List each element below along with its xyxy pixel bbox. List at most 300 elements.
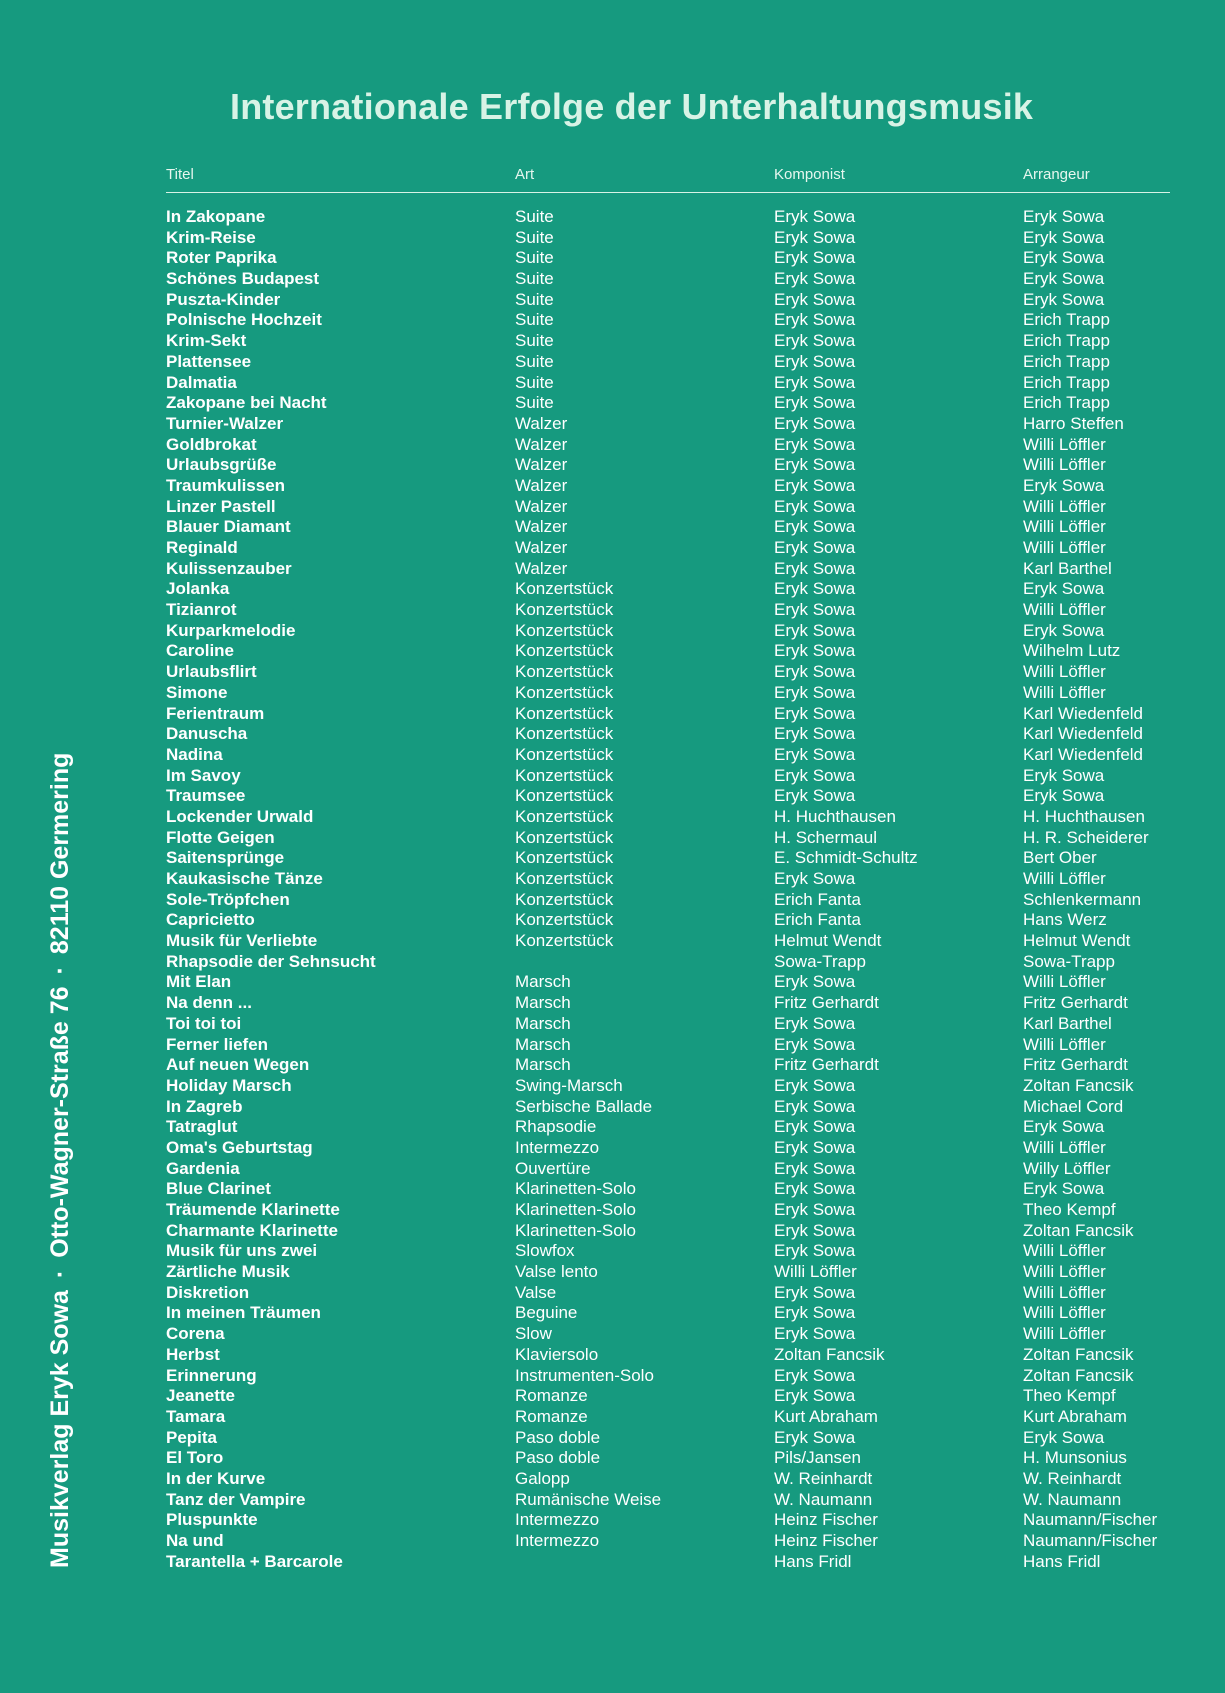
cell-art: Rhapsodie	[515, 1117, 597, 1137]
cell-komponist: Eryk Sowa	[774, 641, 856, 661]
table-row	[166, 890, 1170, 911]
table-row	[166, 683, 1170, 704]
cell-arrangeur: Karl Barthel	[1023, 558, 1112, 578]
table-body	[166, 207, 1170, 1572]
cell-komponist: Zoltan Fancsik	[774, 1344, 885, 1364]
works-table	[166, 166, 1170, 1572]
publisher-name: Musikverlag Eryk Sowa	[46, 1290, 74, 1568]
cell-arrangeur: Eryk Sowa	[1023, 765, 1105, 785]
cell-komponist: Eryk Sowa	[774, 744, 856, 764]
table-row	[166, 972, 1170, 993]
table-row	[166, 724, 1170, 745]
table-row	[166, 1345, 1170, 1366]
table-row	[166, 952, 1170, 973]
cell-art: Marsch	[515, 1013, 571, 1033]
cell-titel: Blue Clarinet	[166, 1179, 271, 1199]
cell-art: Suite	[515, 351, 554, 371]
cell-art: Konzertstück	[515, 827, 614, 847]
cell-art: Walzer	[515, 413, 568, 433]
cell-arrangeur: Kurt Abraham	[1023, 1406, 1127, 1426]
table-row	[166, 373, 1170, 394]
cell-art: Slowfox	[515, 1241, 575, 1261]
cell-komponist: Eryk Sowa	[774, 413, 856, 433]
cell-komponist: Sowa-Trapp	[774, 951, 866, 971]
cell-titel: Ferner liefen	[166, 1034, 269, 1054]
cell-komponist: Eryk Sowa	[774, 724, 856, 744]
table-row	[166, 1117, 1170, 1138]
cell-komponist: Hans Fridl	[774, 1551, 852, 1571]
cell-titel: Gardenia	[166, 1158, 240, 1178]
cell-titel: Diskretion	[166, 1282, 250, 1302]
cell-art: Suite	[515, 372, 554, 392]
cell-titel: Erinnerung	[166, 1365, 257, 1385]
cell-titel: Capricietto	[166, 910, 255, 930]
table-row	[166, 1179, 1170, 1200]
cell-komponist: Fritz Gerhardt	[774, 1055, 879, 1075]
cell-arrangeur: Eryk Sowa	[1023, 1427, 1105, 1447]
publisher-city: 82110 Germering	[46, 752, 74, 955]
cell-arrangeur: Hans Werz	[1023, 910, 1107, 930]
cell-arrangeur: Naumann/Fischer	[1023, 1510, 1158, 1530]
cell-arrangeur: Michael Cord	[1023, 1096, 1124, 1116]
cell-titel: Caroline	[166, 641, 235, 661]
cell-art: Serbische Ballade	[515, 1096, 653, 1116]
cell-arrangeur: H. R. Scheiderer	[1023, 827, 1149, 847]
cell-arrangeur: Karl Wiedenfeld	[1023, 724, 1144, 744]
table-row	[166, 1283, 1170, 1304]
cell-titel: Oma's Geburtstag	[166, 1137, 313, 1157]
cell-titel: Na denn ...	[166, 993, 252, 1013]
cell-titel: Schönes Budapest	[166, 269, 320, 289]
cell-komponist: Pils/Jansen	[774, 1448, 861, 1468]
cell-art: Konzertstück	[515, 662, 614, 682]
cell-komponist: Eryk Sowa	[774, 662, 856, 682]
cell-titel: Urlaubsgrüße	[166, 455, 277, 475]
cell-arrangeur: Willi Löffler	[1023, 538, 1106, 557]
cell-arrangeur: Eryk Sowa	[1023, 475, 1105, 495]
cell-titel: El Toro	[166, 1448, 224, 1468]
table-row	[166, 579, 1170, 600]
cell-arrangeur: Erich Trapp	[1023, 393, 1110, 413]
cell-art: Galopp	[515, 1468, 570, 1488]
table-row	[166, 1303, 1170, 1324]
cell-titel: Tamara	[166, 1406, 226, 1426]
cell-komponist: Eryk Sowa	[774, 475, 856, 495]
cell-titel: Turnier-Walzer	[166, 413, 284, 433]
cell-titel: Krim-Sekt	[166, 331, 247, 351]
cell-titel: In meinen Träumen	[166, 1303, 321, 1323]
cell-arrangeur: Eryk Sowa	[1023, 227, 1105, 247]
cell-arrangeur: Zoltan Fancsik	[1023, 1220, 1134, 1240]
cell-art: Walzer	[515, 496, 568, 516]
table-row	[166, 1035, 1170, 1056]
table-row	[166, 1448, 1170, 1469]
table-row	[166, 1510, 1170, 1531]
cell-komponist: Eryk Sowa	[774, 703, 856, 723]
cell-komponist: Eryk Sowa	[774, 1117, 856, 1137]
cell-art: Suite	[515, 310, 554, 330]
cell-art: Suite	[515, 269, 554, 289]
separator-dot: ·	[46, 966, 74, 975]
cell-titel: Nadina	[166, 744, 223, 764]
cell-arrangeur: Willi Löffler	[1023, 1324, 1106, 1344]
table-row	[166, 869, 1170, 890]
cell-arrangeur: Eryk Sowa	[1023, 207, 1105, 226]
cell-titel: Tanz der Vampire	[166, 1489, 306, 1509]
cell-art: Konzertstück	[515, 724, 614, 744]
table-row	[166, 1055, 1170, 1076]
cell-komponist: W. Reinhardt	[774, 1468, 873, 1488]
cell-titel: Tatraglut	[166, 1117, 238, 1137]
cell-arrangeur: Eryk Sowa	[1023, 786, 1105, 806]
cell-komponist: Erich Fanta	[774, 910, 861, 930]
cell-art: Swing-Marsch	[515, 1075, 623, 1095]
cell-art: Instrumenten-Solo	[515, 1365, 654, 1385]
table-row	[166, 1159, 1170, 1180]
cell-titel: Saitensprünge	[166, 848, 285, 868]
cell-komponist: Eryk Sowa	[774, 972, 856, 992]
cell-arrangeur: Zoltan Fancsik	[1023, 1365, 1134, 1385]
cell-komponist: Eryk Sowa	[774, 351, 856, 371]
cell-arrangeur: Willy Löffler	[1023, 1158, 1111, 1178]
cell-titel: Goldbrokat	[166, 434, 257, 454]
cell-komponist: Eryk Sowa	[774, 434, 856, 454]
table-row	[166, 497, 1170, 518]
cell-art: Beguine	[515, 1303, 578, 1323]
cell-art: Konzertstück	[515, 600, 614, 620]
cell-arrangeur: Eryk Sowa	[1023, 248, 1105, 268]
cell-art: Suite	[515, 207, 554, 226]
table-row	[166, 641, 1170, 662]
cell-art: Walzer	[515, 475, 568, 495]
cell-art: Marsch	[515, 1055, 571, 1075]
cell-titel: Im Savoy	[166, 765, 241, 785]
cell-arrangeur: Willi Löffler	[1023, 455, 1106, 475]
cell-titel: Zakopane bei Nacht	[166, 393, 327, 413]
header-komponist: Komponist	[774, 166, 845, 183]
cell-titel: Corena	[166, 1324, 225, 1344]
cell-art: Marsch	[515, 972, 571, 992]
cell-arrangeur: Erich Trapp	[1023, 372, 1110, 392]
cell-art: Konzertstück	[515, 931, 614, 951]
cell-komponist: Eryk Sowa	[774, 1137, 856, 1157]
cell-art: Walzer	[515, 434, 568, 454]
cell-arrangeur: Erich Trapp	[1023, 310, 1110, 330]
cell-arrangeur: Willi Löffler	[1023, 1303, 1106, 1323]
cell-arrangeur: Eryk Sowa	[1023, 620, 1105, 640]
cell-art: Suite	[515, 227, 554, 247]
table-row	[166, 352, 1170, 373]
table-row	[166, 517, 1170, 538]
table-row	[166, 228, 1170, 249]
cell-arrangeur: Eryk Sowa	[1023, 1117, 1105, 1137]
cell-art: Konzertstück	[515, 910, 614, 930]
cell-titel: Polnische Hochzeit	[166, 310, 322, 330]
table-row	[166, 828, 1170, 849]
cell-art: Konzertstück	[515, 579, 614, 599]
cell-komponist: Eryk Sowa	[774, 248, 856, 268]
cell-arrangeur: Willi Löffler	[1023, 1241, 1106, 1261]
cell-komponist: Heinz Fischer	[774, 1531, 878, 1550]
cell-komponist: Eryk Sowa	[774, 869, 856, 888]
cell-arrangeur: Willi Löffler	[1023, 682, 1106, 702]
cell-arrangeur: Karl Wiedenfeld	[1023, 744, 1144, 764]
cell-komponist: Helmut Wendt	[774, 931, 882, 951]
cell-art: Konzertstück	[515, 869, 614, 888]
table-row	[166, 559, 1170, 580]
table-row	[166, 1366, 1170, 1387]
table-row	[166, 269, 1170, 290]
table-header	[166, 166, 1170, 193]
cell-komponist: Eryk Sowa	[774, 1096, 856, 1116]
table-row	[166, 807, 1170, 828]
cell-titel: Herbst	[166, 1344, 220, 1364]
table-row	[166, 1241, 1170, 1262]
cell-komponist: Fritz Gerhardt	[774, 993, 879, 1013]
cell-arrangeur: Eryk Sowa	[1023, 1179, 1105, 1199]
separator-dot: ·	[46, 1269, 74, 1279]
cell-arrangeur: Helmut Wendt	[1023, 931, 1131, 951]
cell-komponist: Eryk Sowa	[774, 1241, 856, 1261]
cell-art: Ouvertüre	[515, 1158, 591, 1178]
cell-arrangeur: W. Naumann	[1023, 1489, 1122, 1509]
table-row	[166, 848, 1170, 869]
cell-komponist: Eryk Sowa	[774, 1386, 856, 1406]
cell-titel: Puszta-Kinder	[166, 289, 281, 309]
publisher-street: Otto-Wagner-Straße 76	[46, 986, 74, 1258]
cell-titel: Flotte Geigen	[166, 827, 275, 847]
cell-titel: Musik für Verliebte	[166, 931, 318, 951]
cell-titel: Rhapsodie der Sehnsucht	[166, 951, 376, 971]
cell-komponist: E. Schmidt-Schultz	[774, 848, 918, 868]
cell-art: Valse lento	[515, 1262, 598, 1282]
cell-titel: Tizianrot	[166, 600, 237, 620]
table-row	[166, 1262, 1170, 1283]
cell-komponist: Eryk Sowa	[774, 620, 856, 640]
cell-arrangeur: H. Munsonius	[1023, 1448, 1127, 1468]
cell-komponist: Eryk Sowa	[774, 579, 856, 599]
cell-arrangeur: Eryk Sowa	[1023, 269, 1105, 289]
cell-arrangeur: Erich Trapp	[1023, 331, 1110, 351]
cell-arrangeur: Fritz Gerhardt	[1023, 993, 1128, 1013]
cell-art: Konzertstück	[515, 848, 614, 868]
cell-arrangeur: Willi Löffler	[1023, 517, 1106, 537]
cell-komponist: Eryk Sowa	[774, 207, 856, 226]
table-row	[166, 290, 1170, 311]
cell-komponist: Eryk Sowa	[774, 455, 856, 475]
cell-art: Suite	[515, 289, 554, 309]
table-row	[166, 1490, 1170, 1511]
cell-titel: Jeanette	[166, 1386, 235, 1406]
table-row	[166, 1097, 1170, 1118]
cell-arrangeur: Eryk Sowa	[1023, 579, 1105, 599]
table-row	[166, 1428, 1170, 1449]
header-arrangeur: Arrangeur	[1023, 166, 1090, 183]
cell-arrangeur: Theo Kempf	[1023, 1386, 1116, 1406]
cell-titel: Krim-Reise	[166, 227, 256, 247]
table-row	[166, 476, 1170, 497]
cell-komponist: H. Huchthausen	[774, 806, 896, 826]
cell-art: Suite	[515, 393, 554, 413]
cell-titel: Träumende Klarinette	[166, 1200, 340, 1219]
cell-komponist: Eryk Sowa	[774, 269, 856, 289]
cell-art: Konzertstück	[515, 682, 614, 702]
table-row	[166, 1407, 1170, 1428]
cell-arrangeur: Harro Steffen	[1023, 413, 1124, 433]
table-row	[166, 993, 1170, 1014]
cell-titel: Blauer Diamant	[166, 517, 291, 537]
cell-komponist: H. Schermaul	[774, 827, 877, 847]
cell-arrangeur: Willi Löffler	[1023, 662, 1106, 682]
cell-titel: Holiday Marsch	[166, 1075, 292, 1095]
cell-komponist: Eryk Sowa	[774, 538, 856, 557]
cell-art: Konzertstück	[515, 641, 614, 661]
cell-titel: Mit Elan	[166, 972, 232, 992]
cell-komponist: Eryk Sowa	[774, 1365, 856, 1385]
cell-titel: Reginald	[166, 538, 238, 557]
table-row	[166, 1531, 1170, 1552]
cell-komponist: Eryk Sowa	[774, 1200, 856, 1219]
cell-titel: Charmante Klarinette	[166, 1220, 338, 1240]
cell-titel: Lockender Urwald	[166, 806, 314, 826]
cell-komponist: W. Naumann	[774, 1489, 873, 1509]
cell-komponist: Willi Löffler	[774, 1262, 857, 1282]
cell-arrangeur: Zoltan Fancsik	[1023, 1344, 1134, 1364]
table-row	[166, 1469, 1170, 1490]
cell-art: Slow	[515, 1324, 552, 1344]
cell-komponist: Eryk Sowa	[774, 1179, 856, 1199]
cell-komponist: Eryk Sowa	[774, 765, 856, 785]
table-row	[166, 393, 1170, 414]
cell-art: Romanze	[515, 1386, 588, 1406]
cell-komponist: Eryk Sowa	[774, 393, 856, 413]
cell-arrangeur: Willi Löffler	[1023, 1262, 1106, 1282]
table-row	[166, 1386, 1170, 1407]
table-row	[166, 662, 1170, 683]
cell-art: Konzertstück	[515, 620, 614, 640]
cell-art: Paso doble	[515, 1448, 601, 1468]
cell-komponist: Heinz Fischer	[774, 1510, 878, 1530]
cell-titel: Kurparkmelodie	[166, 620, 296, 640]
table-row	[166, 621, 1170, 642]
cell-art: Konzertstück	[515, 806, 614, 826]
cell-art: Konzertstück	[515, 889, 614, 909]
cell-art: Konzertstück	[515, 744, 614, 764]
cell-komponist: Eryk Sowa	[774, 331, 856, 351]
table-row	[166, 414, 1170, 435]
table-row	[166, 1076, 1170, 1097]
cell-arrangeur: Sowa-Trapp	[1023, 951, 1115, 971]
cell-art: Konzertstück	[515, 765, 614, 785]
table-row	[166, 910, 1170, 931]
page-title: Internationale Erfolge der Unterhaltungsmusik	[230, 86, 1034, 127]
cell-titel: Danuscha	[166, 724, 248, 744]
cell-art: Walzer	[515, 517, 568, 537]
table-row	[166, 538, 1170, 559]
cell-komponist: Eryk Sowa	[774, 1013, 856, 1033]
cell-art: Suite	[515, 248, 554, 268]
cell-komponist: Eryk Sowa	[774, 1220, 856, 1240]
cell-art: Intermezzo	[515, 1137, 600, 1157]
cell-arrangeur: Hans Fridl	[1023, 1551, 1101, 1571]
cell-komponist: Eryk Sowa	[774, 1324, 856, 1344]
cell-komponist: Eryk Sowa	[774, 1158, 856, 1178]
cell-titel: Kaukasische Tänze	[166, 869, 323, 888]
table-row	[166, 1324, 1170, 1345]
cell-art: Klarinetten-Solo	[515, 1220, 636, 1240]
cell-titel: In Zagreb	[166, 1096, 243, 1116]
cell-titel: Tarantella + Barcarole	[166, 1551, 343, 1571]
cell-komponist: Eryk Sowa	[774, 786, 856, 806]
cell-art: Klaviersolo	[515, 1344, 599, 1364]
cell-titel: Plattensee	[166, 351, 252, 371]
cell-art: Romanze	[515, 1406, 588, 1426]
cell-titel: Sole-Tröpfchen	[166, 889, 290, 909]
header-titel: Titel	[166, 166, 194, 183]
table-row	[166, 1552, 1170, 1573]
table-row	[166, 435, 1170, 456]
cell-arrangeur: Naumann/Fischer	[1023, 1531, 1158, 1550]
cell-art: Walzer	[515, 455, 568, 475]
cell-titel: Auf neuen Wegen	[166, 1055, 310, 1075]
cell-arrangeur: Willi Löffler	[1023, 1282, 1106, 1302]
table-row	[166, 1014, 1170, 1035]
cell-arrangeur: Karl Wiedenfeld	[1023, 703, 1144, 723]
cell-komponist: Eryk Sowa	[774, 1303, 856, 1323]
table-row	[166, 1138, 1170, 1159]
cell-komponist: Erich Fanta	[774, 889, 861, 909]
cell-titel: Pluspunkte	[166, 1510, 258, 1530]
cell-arrangeur: Schlenkermann	[1023, 889, 1142, 909]
cell-komponist: Eryk Sowa	[774, 289, 856, 309]
cell-arrangeur: Willi Löffler	[1023, 434, 1106, 454]
table-row	[166, 766, 1170, 787]
cell-titel: Traumsee	[166, 786, 246, 806]
table-row	[166, 704, 1170, 725]
cell-art: Marsch	[515, 993, 571, 1013]
table-row	[166, 786, 1170, 807]
cell-arrangeur: Fritz Gerhardt	[1023, 1055, 1128, 1075]
cell-arrangeur: W. Reinhardt	[1023, 1468, 1122, 1488]
cell-titel: In der Kurve	[166, 1468, 266, 1488]
cell-komponist: Eryk Sowa	[774, 310, 856, 330]
cell-titel: Urlaubsflirt	[166, 662, 257, 682]
cell-titel: Jolanka	[166, 579, 230, 599]
cell-titel: Na und	[166, 1531, 224, 1550]
cell-titel: Zärtliche Musik	[166, 1262, 290, 1282]
table-row	[166, 455, 1170, 476]
cell-art: Konzertstück	[515, 786, 614, 806]
cell-komponist: Kurt Abraham	[774, 1406, 878, 1426]
cell-arrangeur: Karl Barthel	[1023, 1013, 1112, 1033]
cell-titel: Kulissenzauber	[166, 558, 292, 578]
cell-arrangeur: Erich Trapp	[1023, 351, 1110, 371]
cell-titel: Simone	[166, 682, 228, 702]
cell-art: Konzertstück	[515, 703, 614, 723]
cell-arrangeur: Bert Ober	[1023, 848, 1097, 868]
cell-komponist: Eryk Sowa	[774, 372, 856, 392]
cell-komponist: Eryk Sowa	[774, 227, 856, 247]
table-row	[166, 207, 1170, 228]
cell-arrangeur: Willi Löffler	[1023, 869, 1106, 888]
header-art: Art	[515, 166, 535, 183]
table-row	[166, 931, 1170, 952]
cell-titel: Toi toi toi	[166, 1013, 242, 1033]
cell-titel: Dalmatia	[166, 372, 237, 392]
cell-art: Intermezzo	[515, 1531, 600, 1550]
table-row	[166, 310, 1170, 331]
table-row	[166, 600, 1170, 621]
